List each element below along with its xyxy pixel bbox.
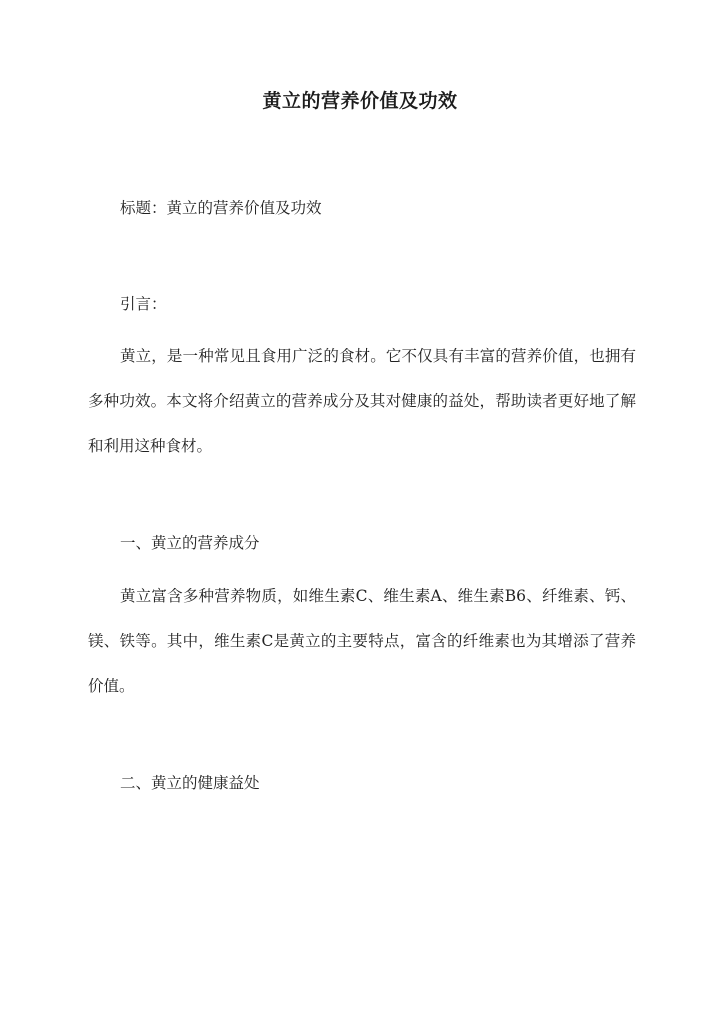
intro-heading: 引言：	[120, 295, 167, 313]
document-title: 黄立的营养价值及功效	[262, 90, 458, 112]
intro-paragraph: 黄立，是一种常见且食用广泛的食材。它不仅具有丰富的营养价值，也拥有多种功效。本文将介绍黄立的营养成分及其对健康的益处，帮助读者更好地了解和利用这种食材。	[88, 347, 636, 455]
section2-heading: 二、黄立的健康益处	[120, 774, 260, 792]
section1-heading: 一、黄立的营养成分	[120, 534, 260, 552]
section1-paragraph: 黄立富含多种营养物质，如维生素C、维生素A、维生素B6、纤维素、钙、镁、铁等。其中，维生素C是黄立的主要特点，富含的纤维素也为其增添了营养价值。	[88, 587, 636, 695]
subtitle-line: 标题：黄立的营养价值及功效	[120, 199, 322, 217]
